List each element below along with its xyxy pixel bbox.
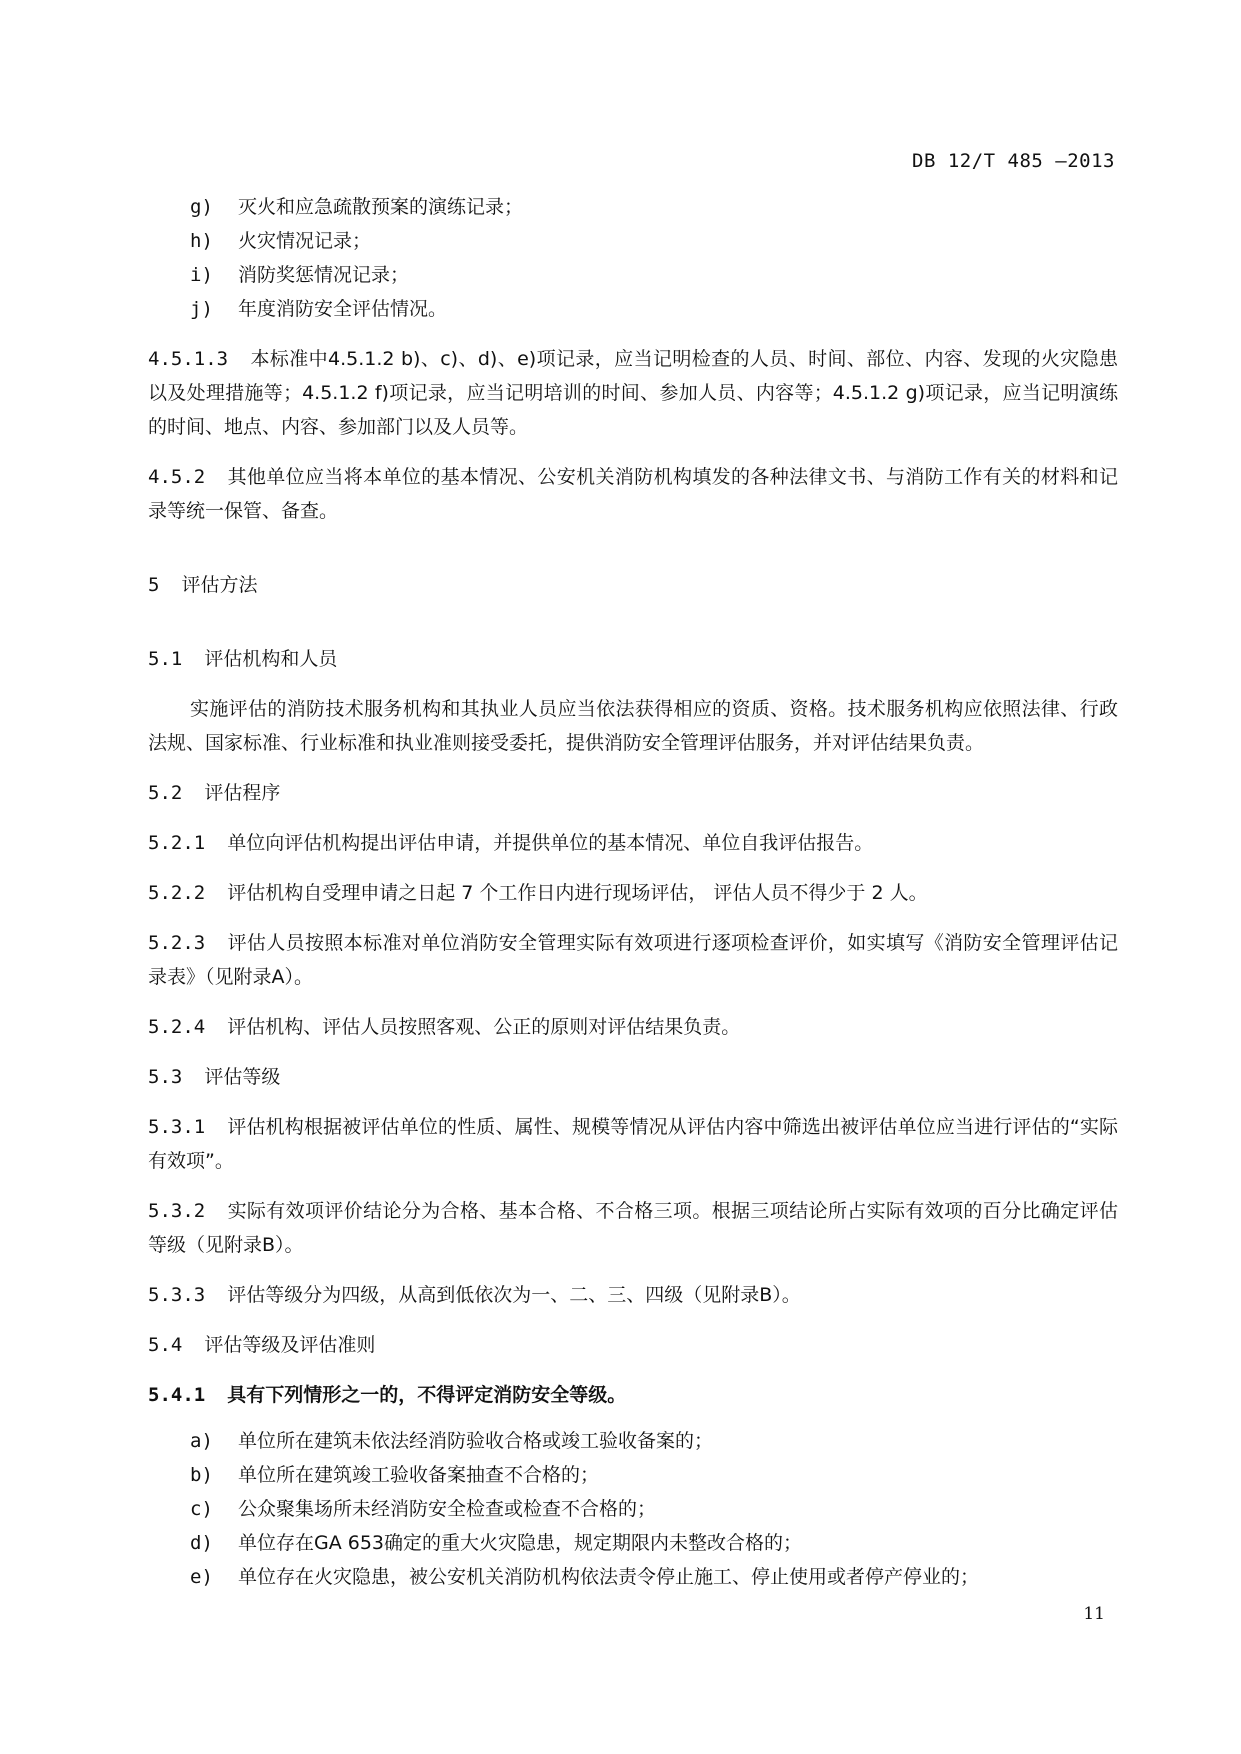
section-title: 评估程序 bbox=[204, 782, 281, 804]
section-5-1-heading bbox=[148, 642, 1118, 676]
list-text: 年度消防安全评估情况。 bbox=[238, 298, 448, 320]
clause-text: 具有下列情形之一的，不得评定消防安全等级。 bbox=[227, 1384, 627, 1406]
list-item bbox=[148, 258, 1118, 292]
list-text: 单位存在火灾隐患，被公安机关消防机构依法责令停止施工、停止使用或者停产停业的； bbox=[238, 1566, 980, 1588]
list-item bbox=[148, 1458, 1118, 1492]
list-marker: b) bbox=[190, 1464, 213, 1486]
list-marker: d) bbox=[190, 1532, 213, 1554]
clause-text: 评估等级分为四级，从高到低依次为一、二、三、四级（见附录B）。 bbox=[227, 1284, 801, 1306]
clause-5-3-2 bbox=[148, 1194, 1118, 1262]
section-number: 5.4 bbox=[148, 1334, 183, 1356]
clause-text: 实际有效项评价结论分为合格、基本合格、不合格三项。根据三项结论所占实际有效项的百分比确定评估等级（见附录B）。 bbox=[148, 1200, 1118, 1256]
section-5-3-heading bbox=[148, 1060, 1118, 1094]
list-text: 消防奖惩情况记录； bbox=[238, 264, 410, 286]
list-item bbox=[148, 1526, 1118, 1560]
clause-number: 5.2.4 bbox=[148, 1016, 206, 1038]
clause-text: 评估人员按照本标准对单位消防安全管理实际有效项进行逐项检查评价，如实填写《消防安全管理评估记录表》（见附录A）。 bbox=[148, 932, 1118, 988]
list-marker: h) bbox=[190, 230, 213, 252]
section-title: 评估方法 bbox=[181, 574, 258, 596]
clause-text: 单位向评估机构提出评估申请，并提供单位的基本情况、单位自我评估报告。 bbox=[227, 832, 874, 854]
list-text: 单位所在建筑竣工验收备案抽查不合格的； bbox=[238, 1464, 600, 1486]
clause-text: 评估机构根据被评估单位的性质、属性、规模等情况从评估内容中筛选出被评估单位应当进行评估的“实际有效项”。 bbox=[148, 1116, 1118, 1172]
list-marker: g) bbox=[190, 196, 213, 218]
clause-5-2-4 bbox=[148, 1010, 1118, 1044]
list-marker: e) bbox=[190, 1566, 213, 1588]
list-item bbox=[148, 1560, 1118, 1594]
clause-number: 5.4.1 bbox=[148, 1384, 206, 1406]
list-item bbox=[148, 292, 1118, 326]
clause-number: 5.2.1 bbox=[148, 832, 206, 854]
list-item bbox=[148, 1492, 1118, 1526]
clause-number: 5.2.2 bbox=[148, 882, 206, 904]
document-body bbox=[148, 190, 1118, 1594]
clause-number: 5.3.3 bbox=[148, 1284, 206, 1306]
clause-number: 4.5.1.3 bbox=[148, 348, 229, 370]
clause-5-4-1 bbox=[148, 1378, 1118, 1412]
clause-number: 4.5.2 bbox=[148, 466, 206, 488]
section-number: 5 bbox=[148, 574, 160, 596]
section-number: 5.1 bbox=[148, 648, 183, 670]
section-title: 评估等级 bbox=[204, 1066, 281, 1088]
list-text: 单位所在建筑未依法经消防验收合格或竣工验收备案的； bbox=[238, 1430, 714, 1452]
list-text: 公众聚集场所未经消防安全检查或检查不合格的； bbox=[238, 1498, 657, 1520]
section-number: 5.2 bbox=[148, 782, 183, 804]
clause-5-3-3 bbox=[148, 1278, 1118, 1312]
list-marker: j) bbox=[190, 298, 213, 320]
clause-text: 评估机构自受理申请之日起 7 个工作日内进行现场评估， 评估人员不得少于 2 人。 bbox=[227, 882, 928, 904]
list-marker: a) bbox=[190, 1430, 213, 1452]
criteria-list-bottom bbox=[148, 1424, 1118, 1594]
clause-text: 评估机构、评估人员按照客观、公正的原则对评估结果负责。 bbox=[227, 1016, 741, 1038]
list-item bbox=[148, 190, 1118, 224]
list-text: 单位存在GA 653确定的重大火灾隐患，规定期限内未整改合格的； bbox=[238, 1532, 803, 1554]
clause-5-2-2 bbox=[148, 876, 1118, 910]
clause-number: 5.3.2 bbox=[148, 1200, 206, 1222]
clause-4-5-1-3 bbox=[148, 342, 1118, 444]
list-marker: c) bbox=[190, 1498, 213, 1520]
clause-number: 5.2.3 bbox=[148, 932, 206, 954]
list-marker: i) bbox=[190, 264, 213, 286]
list-item bbox=[148, 1424, 1118, 1458]
section-5-4-heading bbox=[148, 1328, 1118, 1362]
record-list-top bbox=[148, 190, 1118, 326]
clause-5-2-3 bbox=[148, 926, 1118, 994]
list-text: 火灾情况记录； bbox=[238, 230, 372, 252]
clause-text: 其他单位应当将本单位的基本情况、公安机关消防机构填发的各种法律文书、与消防工作有关的材料和记录等统一保管、备查。 bbox=[148, 466, 1118, 522]
list-text: 灭火和应急疏散预案的演练记录； bbox=[238, 196, 524, 218]
list-item bbox=[148, 224, 1118, 258]
clause-5-3-1 bbox=[148, 1110, 1118, 1178]
section-title: 评估机构和人员 bbox=[204, 648, 338, 670]
clause-number: 5.3.1 bbox=[148, 1116, 206, 1138]
section-5-2-heading bbox=[148, 776, 1118, 810]
section-title: 评估等级及评估准则 bbox=[204, 1334, 376, 1356]
document-code: DB 12/T 485 —2013 bbox=[912, 150, 1115, 172]
section-5-heading bbox=[148, 568, 1118, 602]
page-number: 11 bbox=[1083, 1604, 1105, 1624]
clause-4-5-2 bbox=[148, 460, 1118, 528]
clause-5-2-1 bbox=[148, 826, 1118, 860]
paragraph-5-1: 实施评估的消防技术服务机构和其执业人员应当依法获得相应的资质、资格。技术服务机构应依照法律、行政法规、国家标准、行业标准和执业准则接受委托，提供消防安全管理评估服务，并对评估结果负责。 bbox=[148, 698, 1118, 754]
section-number: 5.3 bbox=[148, 1066, 183, 1088]
clause-text: 本标准中4.5.1.2 b)、c)、d)、e)项记录，应当记明检查的人员、时间、部位、内容、发现的火灾隐患以及处理措施等；4.5.1.2 f)项记录，应当记明培训的时间、参加人员、内容等；4.5.1.2 g)项记录，应当记明演练的时间、地点、内容、参加部门以及人员等。 bbox=[148, 348, 1118, 438]
